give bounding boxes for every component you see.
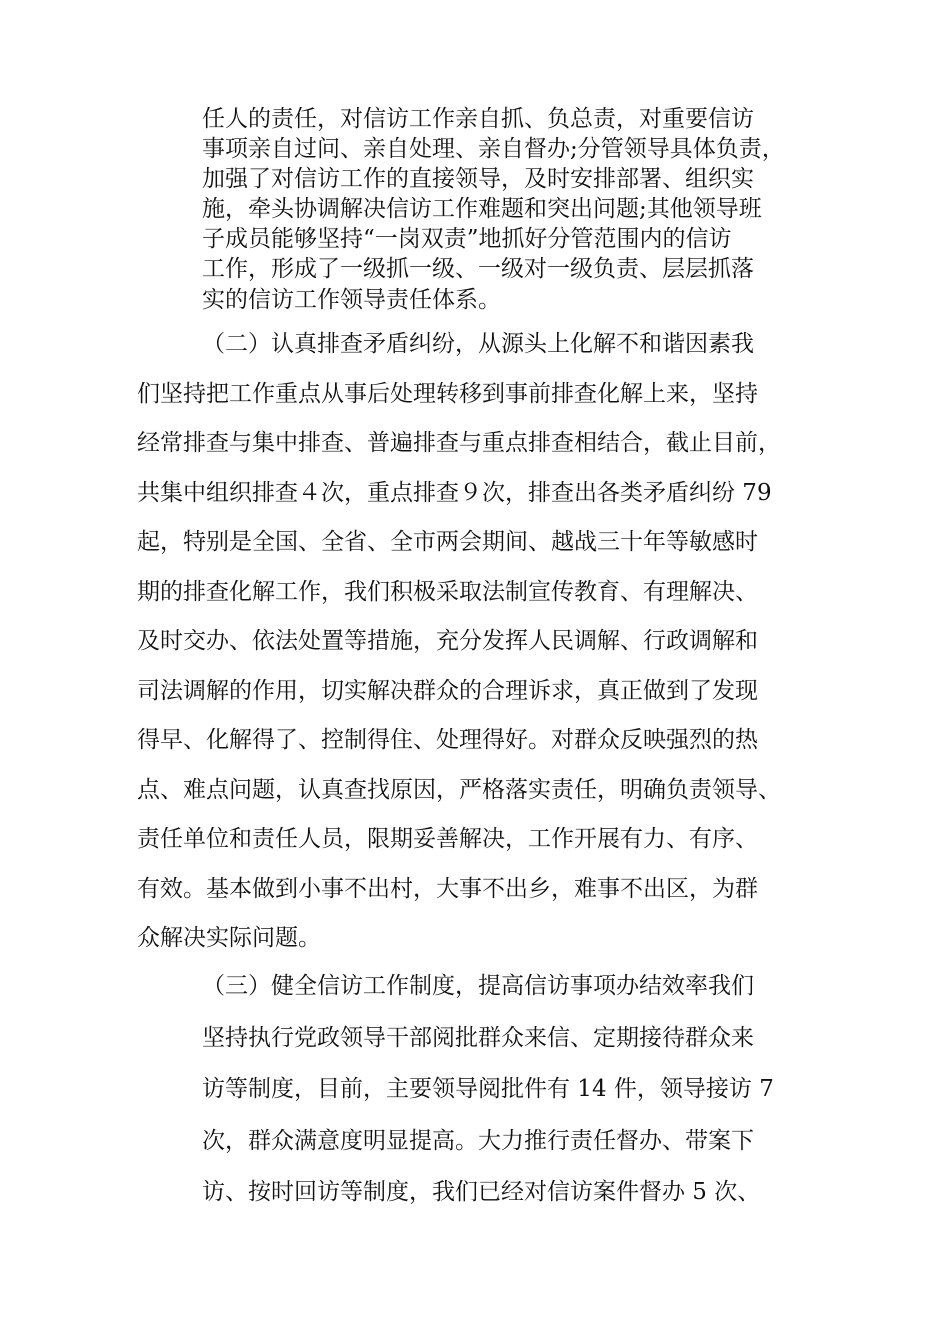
text-line: 经常排查与集中排查、普遍排查与重点排查相结合，截止目前，: [137, 430, 781, 456]
text-line: 司法调解的作用，切实解决群众的合理诉求，真正做到了发现: [137, 677, 758, 704]
section-heading-3: （三）健全信访工作制度，提高信访事项办结效率我们: [202, 973, 754, 999]
paragraph-petition-system: [202, 961, 774, 1219]
text-line: 子成员能够坚持“一岗双责”地抓好分管范围内的信访: [202, 226, 732, 253]
text-line: 有效。基本做到小事不出村，大事不出乡，难事不出区，为群: [137, 875, 758, 902]
text-line: 坚持执行党政领导干部阅批群众来信、定期接待群众来: [202, 1024, 754, 1051]
text-line: 责任单位和责任人员，限期妥善解决，工作开展有力、有序、: [137, 826, 758, 852]
text-line: 实的信访工作领导责任体系。: [202, 286, 501, 313]
text-line: 访等制度，目前，主要领导阅批件有 14 件，领导接访 7: [202, 1076, 774, 1103]
text-line: 施，牵头协调解决信访工作难题和突出问题;其他领导班: [202, 196, 762, 223]
text-line: 得早、化解得了、控制得住、处理得好。对群众反映强烈的热: [137, 727, 758, 753]
text-line: 次，群众满意度明显提高。大力推行责任督办、带案下: [202, 1127, 754, 1154]
text-line: 期的排查化解工作，我们积极采取法制宣传教育、有理解决、: [137, 578, 758, 605]
text-line: 及时交办、依法处置等措施，充分发挥人民调解、行政调解和: [137, 628, 758, 654]
text-line: 任人的责任，对信访工作亲自抓、负总责，对重要信访: [202, 106, 754, 132]
text-line: 工作，形成了一级抓一级、一级对一级负责、层层抓落: [202, 256, 754, 283]
text-line: 加强了对信访工作的直接领导，及时安排部署、组织实: [202, 166, 754, 193]
text-line: 点、难点问题，认真查找原因，严格落实责任，明确负责领导、: [137, 776, 781, 803]
text-line: 起，特别是全国、全省、全市两会期间、越战三十年等敏感时: [137, 529, 758, 555]
text-line: 共集中组织排查４次，重点排查９次，排查出各类矛盾纠纷 79: [137, 479, 772, 506]
text-line: 事项亲自过问、亲自处理、亲自督办;分管领导具体负责，: [202, 136, 785, 163]
text-line: 访、按时回访等制度，我们已经对信访案件督办 5 次、: [202, 1179, 761, 1206]
section-heading-2: （二）认真排查矛盾纠纷，从源头上化解不和谐因素我: [202, 331, 754, 357]
paragraph-leadership-responsibility: [202, 104, 785, 315]
text-line: 们坚持把工作重点从事后处理转移到事前排查化解上来，坚持: [137, 380, 758, 407]
paragraph-dispute-investigation: [137, 320, 781, 964]
text-line: 众解决实际问题。: [137, 925, 321, 951]
